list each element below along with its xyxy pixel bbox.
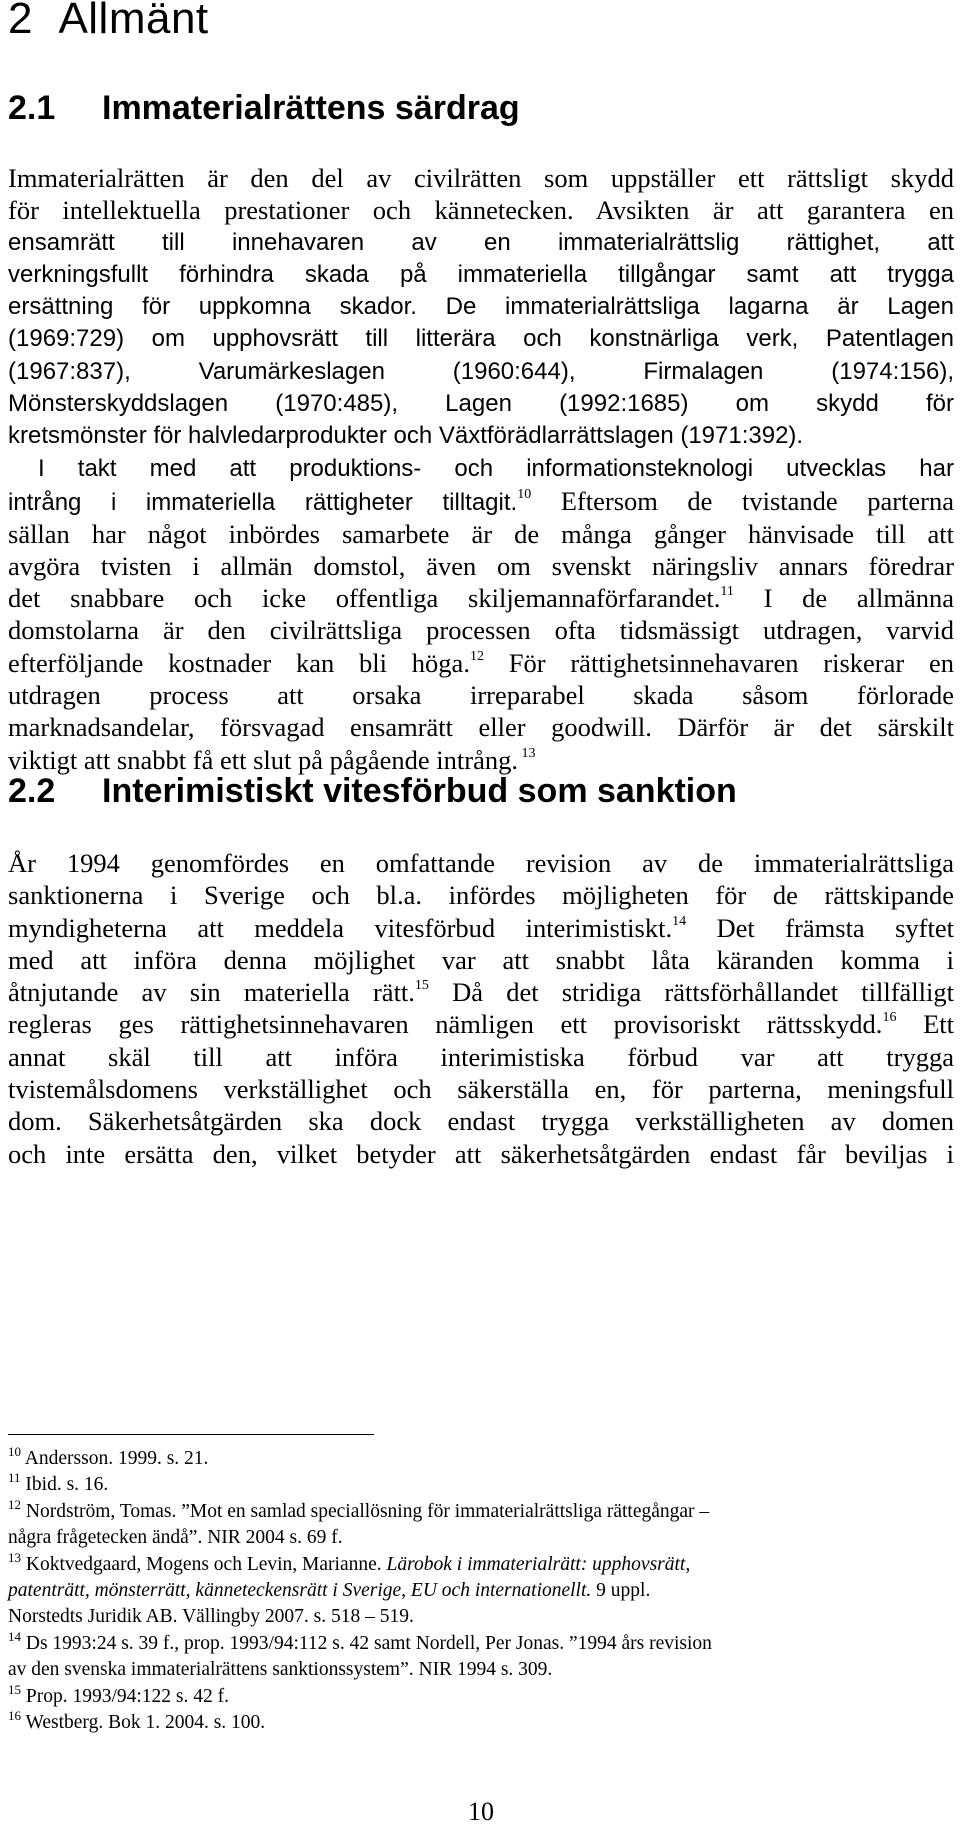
text-line: Mönsterskyddslagen (1970:485), Lagen (1992:1685) om skydd för: [8, 390, 954, 418]
chapter-heading: [8, 0, 209, 44]
footnote-ref[interactable]: 15: [414, 978, 429, 994]
section-title: Interimistiskt vitesförbud som sanktion: [102, 772, 737, 810]
footnote-11: [8, 1472, 954, 1498]
footnote-ref[interactable]: 16: [882, 1010, 897, 1026]
footnote-ref[interactable]: 10: [517, 487, 532, 503]
text-line: [8, 647, 954, 679]
text-span: De immaterialrättsliga lagarna är Lagen: [416, 293, 954, 321]
footnote-13: [8, 1549, 954, 1578]
footnote-number: 10: [8, 1444, 21, 1459]
footnote-10: [8, 1446, 954, 1472]
footnotes: [8, 1446, 954, 1736]
text-span: Eftersom de tvistande parterna: [531, 486, 954, 517]
text-span: regleras ges rättighetsinnehavaren nämligen ett provisoriskt rättsskydd.: [8, 1009, 883, 1040]
text-line: Immaterialrätten är den del av civilrätten som uppställer ett rättsligt skydd: [8, 163, 954, 193]
text-span: viktigt att snabbt få ett slut på pågående intrång.: [8, 744, 518, 775]
page-number: 10: [468, 1797, 494, 1826]
text-line: [8, 582, 954, 614]
footnote-13-cont2: Norstedts Juridik AB. Vällingby 2007. s. 518 – 519.: [8, 1606, 414, 1628]
footnote-number: 11: [8, 1470, 21, 1486]
section-number: 2.1: [8, 89, 56, 127]
footnote-text: 9 uppl.: [591, 1580, 651, 1602]
text-span: åtnjutande av sin materiella rätt.: [8, 977, 415, 1008]
footnote-text: Koktvedgaard, Mogens och Levin, Marianne.: [21, 1553, 387, 1575]
text-span: det snabbare och icke offentliga skiljemannaförfarandet.: [8, 583, 721, 614]
footnote-title: Lärobok i immaterialrätt: upphovsrätt,: [386, 1553, 691, 1575]
text-line: [8, 485, 954, 517]
text-line: (1969:729) om upphovsrätt till litterära och konstnärliga verk, Patentlagen: [8, 325, 954, 353]
text-span: I de allmänna: [733, 583, 954, 614]
footnote-13-cont: [8, 1578, 954, 1604]
footnote-number: 16: [8, 1708, 21, 1724]
footnote-16: [8, 1710, 954, 1736]
text-line: för intellektuella prestationer och kännetecken. Avsikten är att garantera en: [8, 195, 954, 226]
footnote-14: [8, 1628, 954, 1657]
text-line: utdragen process att orsaka irreparabel skada såsom förlorade: [8, 680, 954, 711]
paragraph-1: [8, 162, 954, 453]
footnote-14-cont: av den svenska immaterialrättens sanktionssystem”. NIR 1994 s. 309.: [8, 1659, 553, 1681]
text-span: efterföljande kostnader kan bli höga.: [8, 647, 470, 678]
text-line: [8, 291, 954, 323]
text-line: och inte ersätta den, vilket betyder att säkerhetsåtgärden endast får beviljas i: [8, 1138, 954, 1169]
text-line: annat skäl till att införa interimistiska förbud var att trygga: [8, 1041, 954, 1072]
footnote-text: Westberg. Bok 1. 2004. s. 100.: [21, 1712, 266, 1734]
text-span: ersättning för uppkomna skador.: [8, 293, 417, 321]
text-span: För rättighetsinnehavaren riskerar en: [483, 647, 954, 678]
section-number: 2.2: [8, 772, 56, 810]
text-line: avgöra tvisten i allmän domstol, även om svenskt näringsliv annars föredrar: [8, 550, 954, 581]
footnote-divider: [8, 1434, 374, 1435]
chapter-title: Allmänt: [58, 0, 209, 43]
text-line: [8, 976, 954, 1008]
text-line: marknadsandelar, försvagad ensamrätt eller goodwill. Därför är det särskilt: [8, 712, 954, 743]
footnote-number: 12: [8, 1496, 21, 1512]
paragraph-2: [8, 453, 954, 776]
footnote-text: Prop. 1993/94:122 s. 42 f.: [21, 1685, 230, 1707]
footnote-ref[interactable]: 11: [720, 584, 734, 600]
footnote-ref[interactable]: 14: [672, 913, 687, 929]
text-line: med att införa denna möjlighet var att snabbt låta käranden komma i: [8, 944, 954, 975]
text-line: tvistemålsdomens verkställighet och säkerställa en, för parterna, meningsfull: [8, 1074, 954, 1105]
footnote-title: patenträtt, mönsterrätt, känneteckensrätt i Sverige, EU och internationellt.: [8, 1580, 592, 1602]
text-line: [8, 912, 954, 944]
text-line: [8, 1008, 954, 1040]
paragraph-3: [8, 847, 954, 1170]
section-heading-2-1: [8, 89, 520, 128]
footnote-ref[interactable]: 13: [517, 745, 536, 761]
text-line: dom. Säkerhetsåtgärden ska dock endast trygga verkställigheten av domen: [8, 1106, 954, 1137]
text-span: Då det stridiga rättsförhållandet tillfälligt: [428, 977, 954, 1008]
section-heading-2-2: [8, 772, 737, 811]
footnote-number: 15: [8, 1681, 21, 1697]
text-span: Ett: [896, 1009, 954, 1040]
footnote-12-cont: några frågetecken ändå”. NIR 2004 s. 69 f.: [8, 1527, 343, 1549]
text-line: kretsmönster för halvledarprodukter och Växtförädlarrättslagen (1971:392).: [8, 422, 804, 450]
text-line: sanktionerna i Sverige och bl.a. infördes möjligheten för de rättskipande: [8, 880, 954, 911]
text-line: domstolarna är den civilrättsliga processen ofta tidsmässigt utdragen, varvid: [8, 615, 954, 646]
chapter-number: 2: [8, 0, 33, 43]
footnote-number: 13: [8, 1549, 21, 1565]
footnote-number: 14: [8, 1628, 21, 1644]
text-span: myndigheterna att meddela vitesförbud interimistiskt.: [8, 912, 673, 943]
text-line: verkningsfullt förhindra skada på immateriella tillgångar samt att trygga: [8, 260, 954, 288]
footnote-ref[interactable]: 12: [469, 648, 484, 664]
text-line: År 1994 genomfördes en omfattande revision av de immaterialrättsliga: [8, 848, 954, 878]
text-line: sällan har något inbördes samarbete är de många gånger hänvisade till att: [8, 518, 954, 549]
footnote-text: Andersson. 1999. s. 21.: [21, 1448, 209, 1469]
text-line: ensamrätt till innehavaren av en immaterialrättslig rättighet, att: [8, 228, 954, 256]
text-line: I takt med att produktions- och informationsteknologi utvecklas har: [38, 455, 954, 482]
footnote-text: Ibid. s. 16.: [20, 1474, 109, 1496]
footnote-text: Nordström, Tomas. ”Mot en samlad speciallösning för immaterialrättsliga rättegångar –: [21, 1500, 710, 1522]
text-span: Det främsta syftet: [686, 912, 954, 943]
text-line: (1967:837), Varumärkeslagen (1960:644), Firmalagen (1974:156),: [8, 357, 954, 385]
section-title: Immaterialrättens särdrag: [102, 89, 520, 127]
footnote-12: [8, 1496, 954, 1525]
text-span: intrång i immateriella rättigheter tilltagit.: [8, 489, 518, 517]
footnote-text: Ds 1993:24 s. 39 f., prop. 1993/94:112 s. 42 samt Nordell, Per Jonas. ”1994 års revision: [21, 1632, 712, 1654]
footnote-15: [8, 1681, 954, 1710]
